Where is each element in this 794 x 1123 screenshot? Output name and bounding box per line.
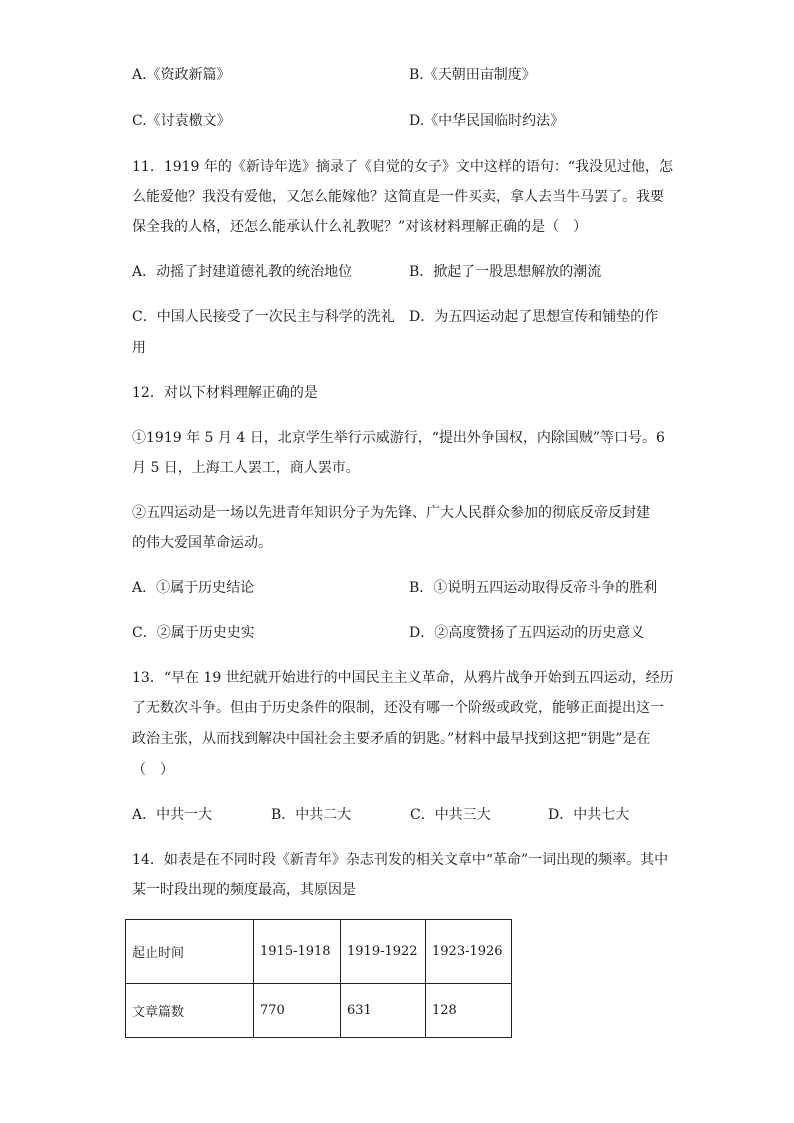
q12-material-2-line-1: ②五四运动是一场以先进青年知识分子为先锋、广大人民群众参加的彻底反帝反封建 (132, 505, 650, 521)
table-cell: 文章篇数 (126, 984, 254, 1038)
q11-option-c: C．中国人民接受了一次民主与科学的洗礼 (132, 309, 395, 325)
table-cell: 770 (254, 984, 341, 1038)
table-cell: 1919-1922 (341, 920, 426, 984)
table-cell: 起止时间 (126, 920, 254, 984)
q13-option-c: C．中共三大 (410, 807, 491, 823)
q11-stem-line-1: 11．1919 年的《新诗年选》摘录了《自觉的女子》文中这样的语句：“我没见过他，怎 (132, 159, 674, 175)
q11-option-b: B．掀起了一股思想解放的潮流 (409, 264, 602, 280)
q14-stem-line-2: 某一时段出现的频度最高，其原因是 (132, 882, 356, 898)
table-row (126, 984, 512, 1038)
q13-stem-line-1: 13．“早在 19 世纪就开始进行的中国民主主义革命，从鸦片战争开始到五四运动，经历 (132, 670, 674, 686)
q10-option-c: C.《讨袁檄文》 (132, 113, 231, 129)
table-cell: 1923-1926 (426, 920, 512, 984)
q12-stem: 12．对以下材料理解正确的是 (132, 385, 318, 401)
q13-option-d: D．中共七大 (548, 807, 630, 823)
q10-option-b: B.《天朝田亩制度》 (409, 67, 536, 83)
table-cell: 631 (341, 984, 426, 1038)
q10-option-d: D.《中华民国临时约法》 (409, 113, 565, 129)
q13-option-a: A．中共一大 (132, 807, 213, 823)
table-cell: 128 (426, 984, 512, 1038)
q12-material-2-line-2: 的伟大爱国革命运动。 (132, 535, 272, 551)
q11-stem-line-3: 保全我的人格，还怎么能承认什么礼教呢？”对该材料理解正确的是（ ） (132, 219, 588, 235)
q13-stem-line-3: 政治主张，从而找到解决中国社会主要矛盾的钥匙。”材料中最早找到这把“钥匙”是在 (132, 731, 651, 747)
q13-stem-line-2: 了无数次斗争。但由于历史条件的限制，还没有哪一个阶级或政党，能够正面提出这一 (132, 700, 664, 716)
q14-stem-line-1: 14．如表是在不同时段《新青年》杂志刊发的相关文章中“革命”一词出现的频率。其中 (132, 852, 669, 868)
q11-option-d: D．为五四运动起了思想宣传和铺垫的作 (409, 309, 659, 325)
q13-option-b: B．中共二大 (271, 807, 352, 823)
table-row (126, 920, 512, 984)
q11-option-a: A．动摇了封建道德礼教的统治地位 (132, 264, 353, 280)
q11-stem-line-2: 么能爱他？我没有爱他，又怎么能嫁他？这简直是一件买卖，拿人去当牛马罢了。我要 (132, 189, 664, 205)
q12-option-c: C．②属于历史史实 (132, 625, 255, 641)
q11-option-d-continued: 用 (132, 340, 146, 356)
table-cell: 1915-1918 (254, 920, 341, 984)
q12-option-d: D．②高度赞扬了五四运动的历史意义 (409, 625, 645, 641)
q12-option-a: A．①属于历史结论 (132, 580, 255, 596)
frequency-table (125, 919, 512, 1038)
q12-material-1-line-2: 月 5 日，上海工人罢工，商人罢市。 (132, 460, 360, 476)
q13-stem-line-4: （ ） (132, 762, 174, 778)
q10-option-a: A.《资政新篇》 (132, 67, 231, 83)
q12-option-b: B．①说明五四运动取得反帝斗争的胜利 (409, 580, 658, 596)
q12-material-1-line-1: ①1919 年 5 月 4 日，北京学生举行示威游行，“提出外争国权，内除国贼”等口号。6 (132, 430, 665, 446)
